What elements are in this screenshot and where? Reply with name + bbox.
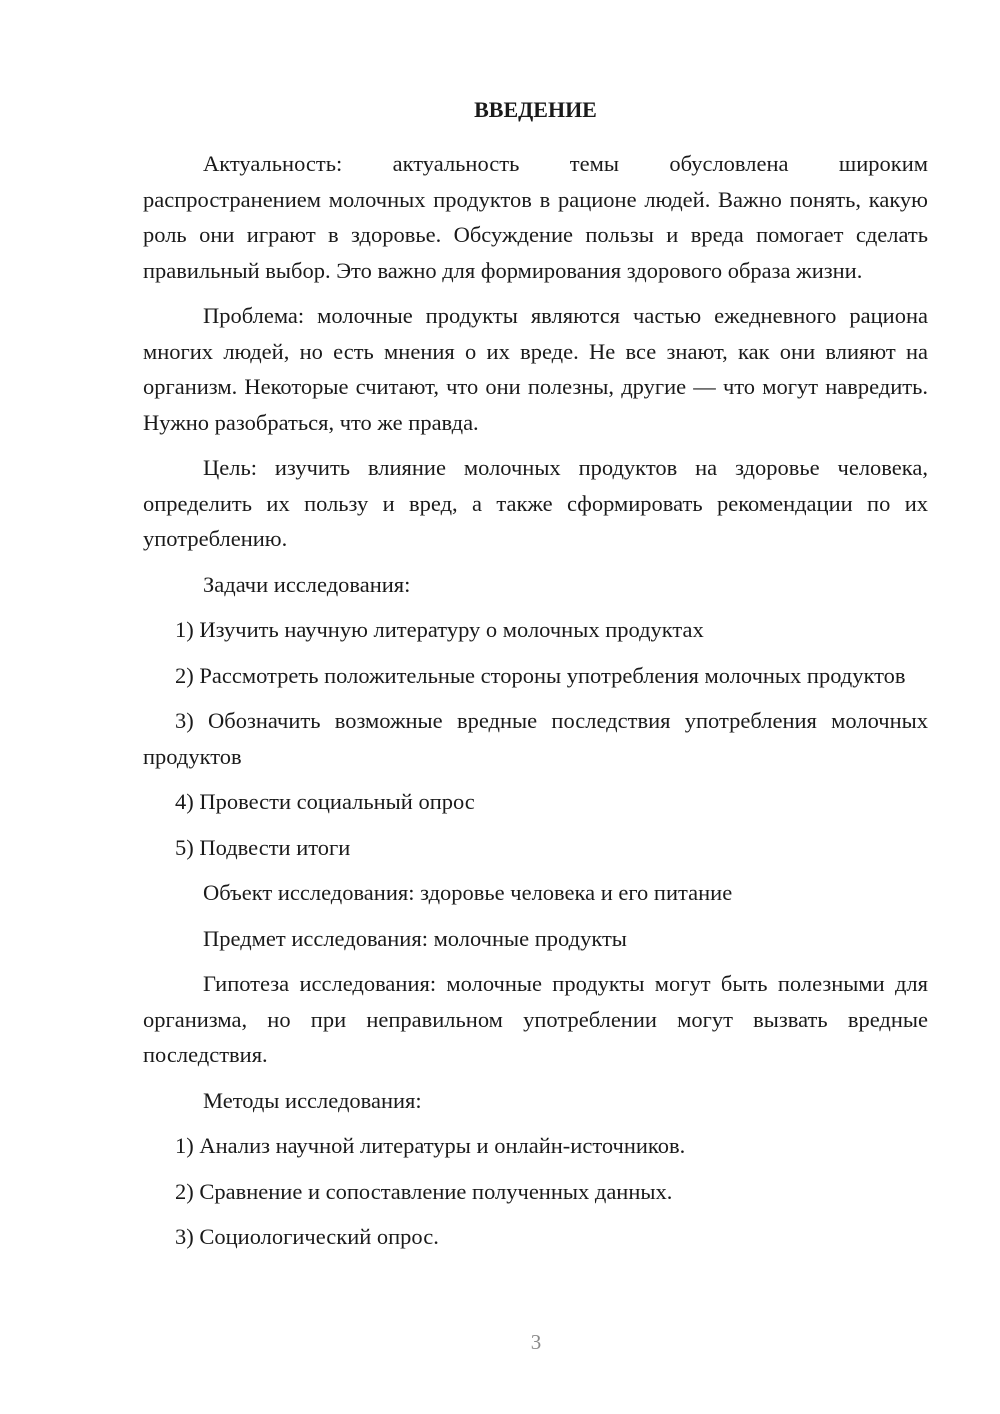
task-item: 3) Обозначить возможные вредные последствия употребления молочных продуктов [143,708,928,769]
task-item: 5) Подвести итоги [175,834,351,860]
document-page [143,90,928,1265]
task-item: 2) Рассмотреть положительные стороны употребления молочных продуктов [175,662,906,688]
methods-heading: Методы исследования: [203,1087,422,1113]
object-line: Объект исследования: здоровье человека и его питание [203,880,733,905]
method-item: 2) Сравнение и сопоставление полученных данных. [175,1178,673,1204]
task-item: 4) Провести социальный опрос [175,789,475,814]
method-item: 3) Социологический опрос. [175,1224,439,1249]
relevance-paragraph: Актуальность: актуальность темы обусловлена широким распространением молочных продуктов в рационе людей. Важно понять, какую роль они играют в здоровье. Обсуждение пользы и вреда помогает сделать правильный выбор. Это важно для формирования здорового образа жизни. [143,151,928,283]
task-item: 1) Изучить научную литературу о молочных продуктах [175,617,704,642]
page-number: 3 [530,1330,542,1354]
method-item: 1) Анализ научной литературы и онлайн-источников. [175,1133,686,1158]
hypothesis-paragraph: Гипотеза исследования: молочные продукты могут быть полезными для организма, но при неправильном употреблении могут вызвать вредные последствия. [143,971,928,1067]
section-title: ВВЕДЕНИЕ [474,97,597,122]
tasks-heading: Задачи исследования: [203,571,411,597]
goal-paragraph: Цель: изучить влияние молочных продуктов на здоровье человека, определить их пользу и вред, а также сформировать рекомендации по их употреблению. [143,455,928,551]
subject-line: Предмет исследования: молочные продукты [203,925,627,951]
problem-paragraph: Проблема: молочные продукты являются частью ежедневного рациона многих людей, но есть мнения о их вреде. Не все знают, как они влияют на организм. Некоторые считают, что они полезны, другие — что могут навредить. Нужно разобраться, что же правда. [143,303,928,435]
